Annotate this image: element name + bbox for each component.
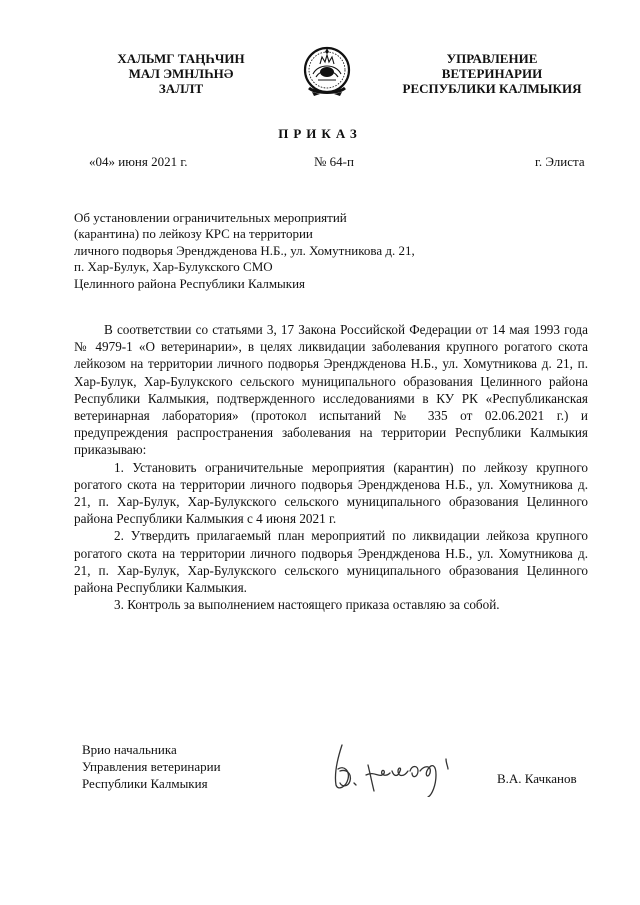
- header-right-line: РЕСПУБЛИКИ КАЛМЫКИЯ: [402, 81, 582, 96]
- order-item: 2. Утвердить прилагаемый план мероприятий по ликвидации лейкоза крупного рогатого скота на территории личного подворья Эренджденова Н.Б., ул. Хомутникова д. 21, п. Хар-Булук, Хар-Булукского сельского муниципального образования Целинного района Республики Калмыкия.: [74, 528, 588, 596]
- signatory-position: [82, 741, 221, 792]
- preamble-paragraph: В соответствии со статьями 3, 17 Закона Российской Федерации от 14 мая 1993 года № 4979-1 «О ветеринарии», в целях ликвидации заболевания крупного рогатого скота лейкозом на территории личного подворья Эренджденова Н.Б., ул. Хомутникова д. 21, п. Хар-Булук, Хар-Булукского сельского муниципального образования Целинного района Республики Калмыкия, подтвержденного исследованиями в КУ РК «Республиканская ветеринарная лаборатория» (протокол испытаний № 335 от 02.06.2021 г.) и предупреждения распространения заболевания на территории Республики Калмыкия приказываю:: [74, 322, 588, 458]
- order-item: 3. Контроль за выполнением настоящего приказа оставляю за собой.: [114, 597, 500, 613]
- position-line: Республики Калмыкия: [82, 776, 208, 791]
- document-title: ПРИКАЗ: [278, 126, 362, 141]
- subject-line: Целинного района Республики Калмыкия: [74, 275, 306, 291]
- document-body: [74, 321, 588, 613]
- header-left-line: ЗАЛЛТ: [158, 81, 204, 96]
- subject-line: Об установлении ограничительных мероприятий: [74, 210, 347, 225]
- position-line: Врио начальника: [82, 742, 177, 757]
- header-left-line: ХАЛЬМГ ТАҢҺЧИН: [117, 51, 245, 66]
- header-right-line: ВЕТЕРИНАРИИ: [441, 66, 543, 81]
- document-subject: [74, 210, 415, 292]
- document-number: № 64-п: [314, 154, 354, 169]
- header-russian-title: [392, 51, 592, 96]
- coat-of-arms-emblem-icon: [300, 44, 354, 100]
- subject-line: (карантина) по лейкозу КРС на территории: [74, 226, 313, 242]
- header-right-line: УПРАВЛЕНИЕ: [446, 51, 538, 66]
- order-item: 1. Установить ограничительные мероприятия (карантин) по лейкозу крупного рогатого скота на территории личного подворья Эренджденова Н.Б., ул. Хомутникова д. 21, п. Хар-Булук, Хар-Булукского сельского муниципального образования Целинного района Республики Калмыкия с 4 июня 2021 г.: [74, 459, 588, 527]
- handwritten-signature-icon: [328, 735, 456, 797]
- document-date: «04» июня 2021 г.: [89, 154, 188, 169]
- header-left-line: МАЛ ЭМНЛҺНӘ: [128, 66, 234, 81]
- subject-line: личного подворья Эренджденова Н.Б., ул. Хомутникова д. 21,: [74, 242, 415, 258]
- header-kalmyk-title: [96, 51, 266, 96]
- signatory-name: В.А. Качканов: [497, 771, 577, 786]
- position-line: Управления ветеринарии: [82, 759, 221, 774]
- document-city: г. Элиста: [535, 154, 585, 169]
- subject-line: п. Хар-Булук, Хар-Булукского СМО: [74, 259, 273, 275]
